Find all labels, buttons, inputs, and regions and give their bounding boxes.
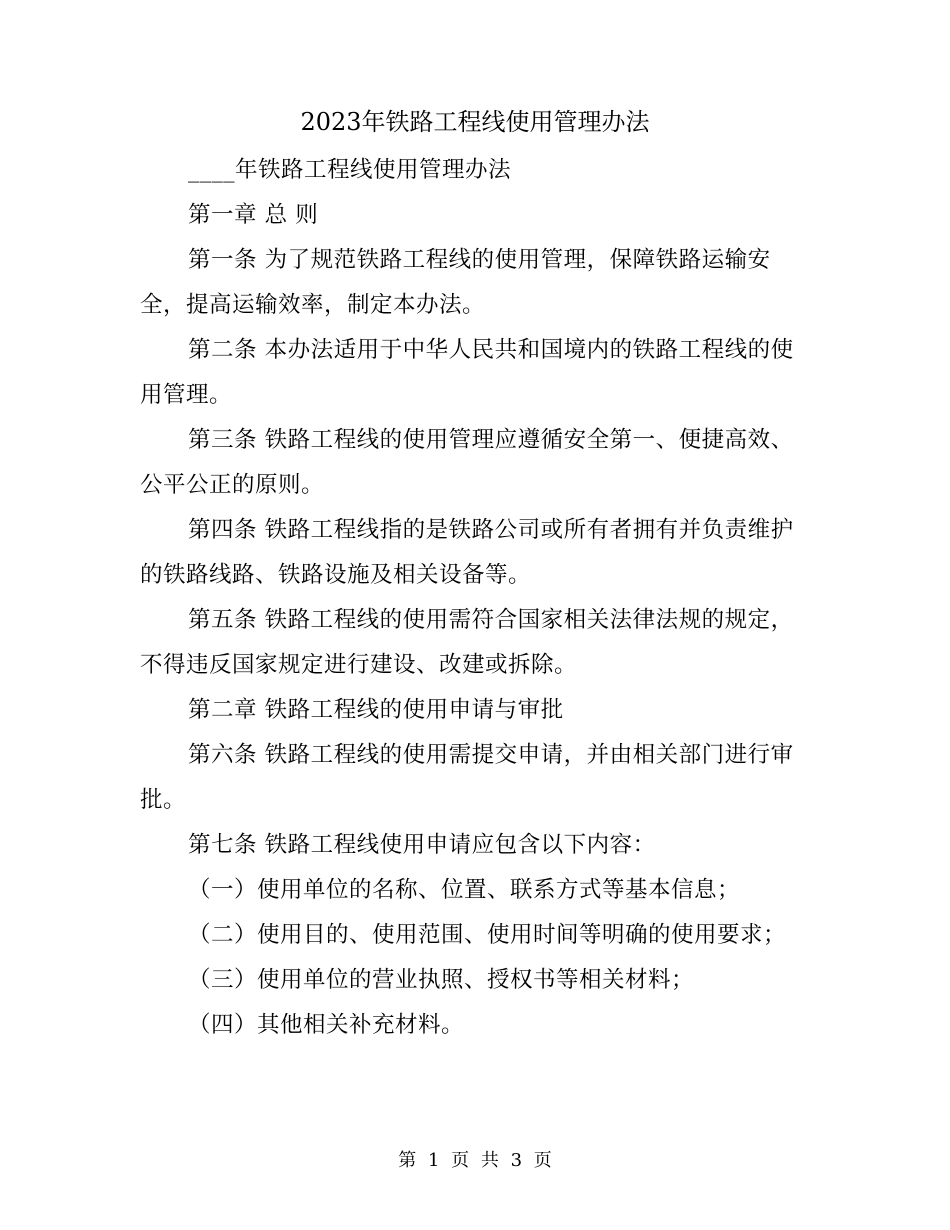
list-item-2: （二）使用目的、使用范围、使用时间等明确的使用要求；: [188, 922, 787, 948]
document-title: 2023年铁路工程线使用管理办法: [300, 108, 650, 136]
article-2: 第二条 本办法适用于中华人民共和国境内的铁路工程线的使用管理。: [140, 337, 794, 408]
page-number-footer: 第 1 页 共 3 页: [398, 1150, 552, 1171]
paragraph-heading-blank-year: ____年铁路工程线使用管理办法: [188, 157, 512, 183]
article-3: 第三条 铁路工程线的使用管理应遵循安全第一、便捷高效、公平公正的原则。: [140, 427, 794, 498]
article-4: 第四条 铁路工程线指的是铁路公司或所有者拥有并负责维护的铁路线路、铁路设施及相关设备等。: [140, 517, 794, 588]
article-7: 第七条 铁路工程线使用申请应包含以下内容：: [188, 832, 656, 858]
article-1: 第一条 为了规范铁路工程线的使用管理，保障铁路运输安全，提高运输效率，制定本办法。: [140, 247, 771, 318]
chapter-1-heading: 第一章 总 则: [188, 202, 319, 228]
list-item-1: （一）使用单位的名称、位置、联系方式等基本信息；: [188, 877, 741, 903]
chapter-2-heading: 第二章 铁路工程线的使用申请与审批: [188, 697, 564, 723]
list-item-3: （三）使用单位的营业执照、授权书等相关材料；: [188, 967, 695, 993]
article-6: 第六条 铁路工程线的使用需提交申请，并由相关部门进行审批。: [140, 742, 794, 813]
list-item-4: （四）其他相关补充材料。: [188, 1012, 465, 1038]
article-5: 第五条 铁路工程线的使用需符合国家相关法律法规的规定，不得违反国家规定进行建设、改建或拆除。: [140, 607, 794, 678]
